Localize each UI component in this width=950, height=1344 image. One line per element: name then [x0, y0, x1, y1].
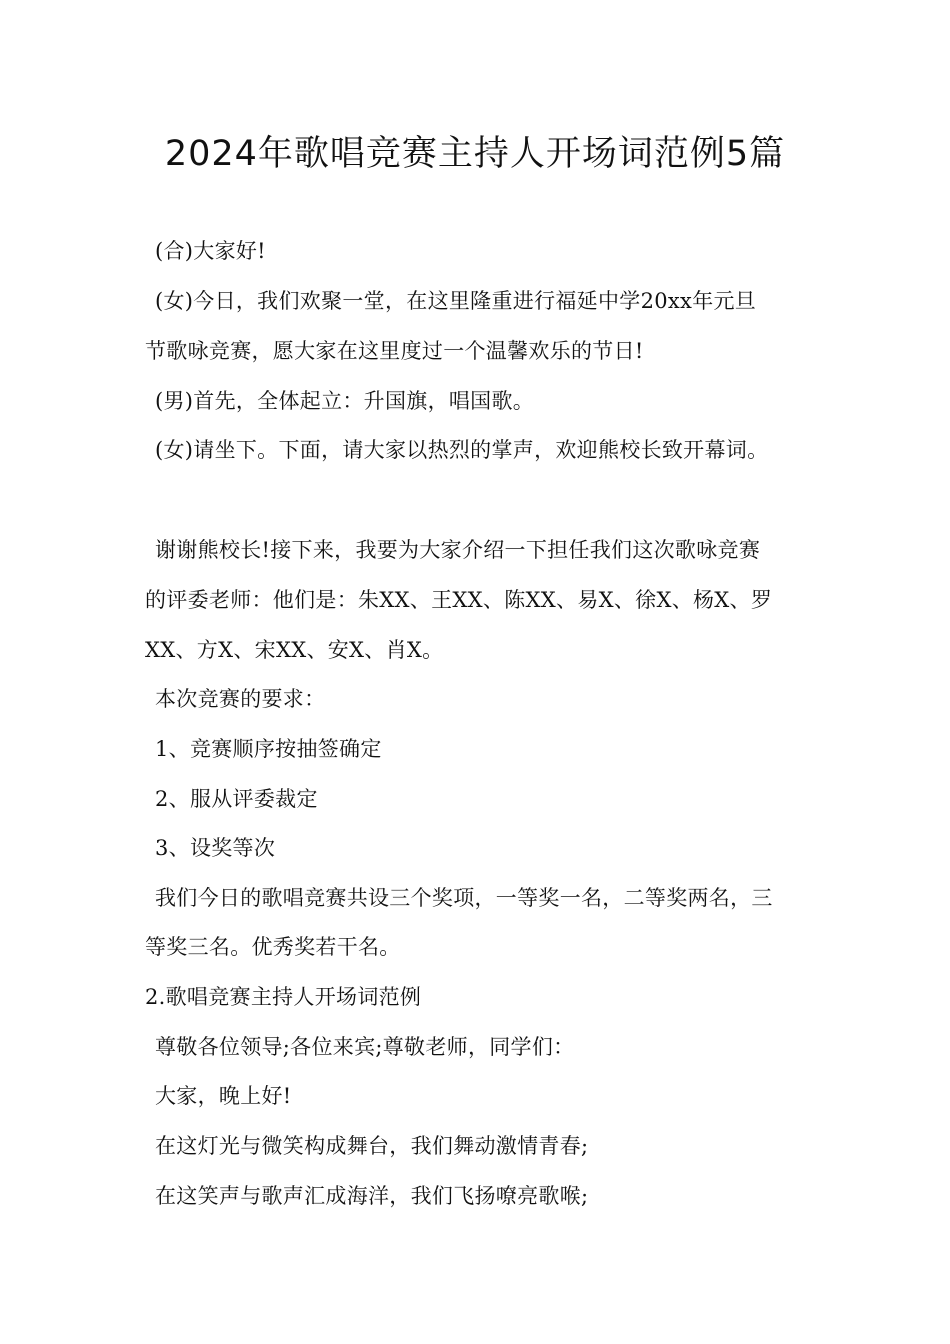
paragraph-line: 本次竞赛的要求： [155, 687, 326, 711]
paragraph-line: (男)首先，全体起立：升国旗，唱国歌。 [155, 389, 535, 413]
paragraph-line: (合)大家好! [155, 239, 266, 263]
list-item: 1、竞赛顺序按抽签确定 [155, 737, 382, 761]
paragraph-line: 大家，晚上好! [155, 1084, 292, 1108]
document-title: 2024年歌唱竞赛主持人开场词范例5篇 [164, 134, 786, 174]
paragraph-line: (女)请坐下。下面，请大家以热烈的掌声，欢迎熊校长致开幕词。 [155, 438, 769, 462]
paragraph-line: XX、方X、宋XX、安X、肖X。 [145, 638, 444, 662]
list-item: 3、设奖等次 [155, 836, 276, 860]
paragraph-line: 我们今日的歌唱竞赛共设三个奖项，一等奖一名，二等奖两名，三 [155, 886, 773, 910]
paragraph-line: 谢谢熊校长!接下来，我要为大家介绍一下担任我们这次歌咏竞赛 [155, 538, 761, 562]
paragraph-line: (女)今日，我们欢聚一堂，在这里隆重进行福延中学20xx年元旦 [155, 289, 757, 313]
paragraph-line: 的评委老师：他们是：朱XX、王XX、陈XX、易X、徐X、杨X、罗 [145, 588, 773, 612]
paragraph-line: 在这灯光与微笑构成舞台，我们舞动激情青春; [155, 1134, 589, 1158]
paragraph-line: 在这笑声与歌声汇成海洋，我们飞扬嘹亮歌喉; [155, 1184, 589, 1208]
paragraph-line: 尊敬各位领导;各位来宾;尊敬老师，同学们： [155, 1035, 575, 1059]
paragraph-line: 等奖三名。优秀奖若干名。 [145, 935, 401, 959]
paragraph-line: 节歌咏竞赛，愿大家在这里度过一个温馨欢乐的节日! [145, 339, 644, 363]
list-item: 2、服从评委裁定 [155, 787, 318, 811]
section-heading: 2.歌唱竞赛主持人开场词范例 [145, 985, 422, 1009]
